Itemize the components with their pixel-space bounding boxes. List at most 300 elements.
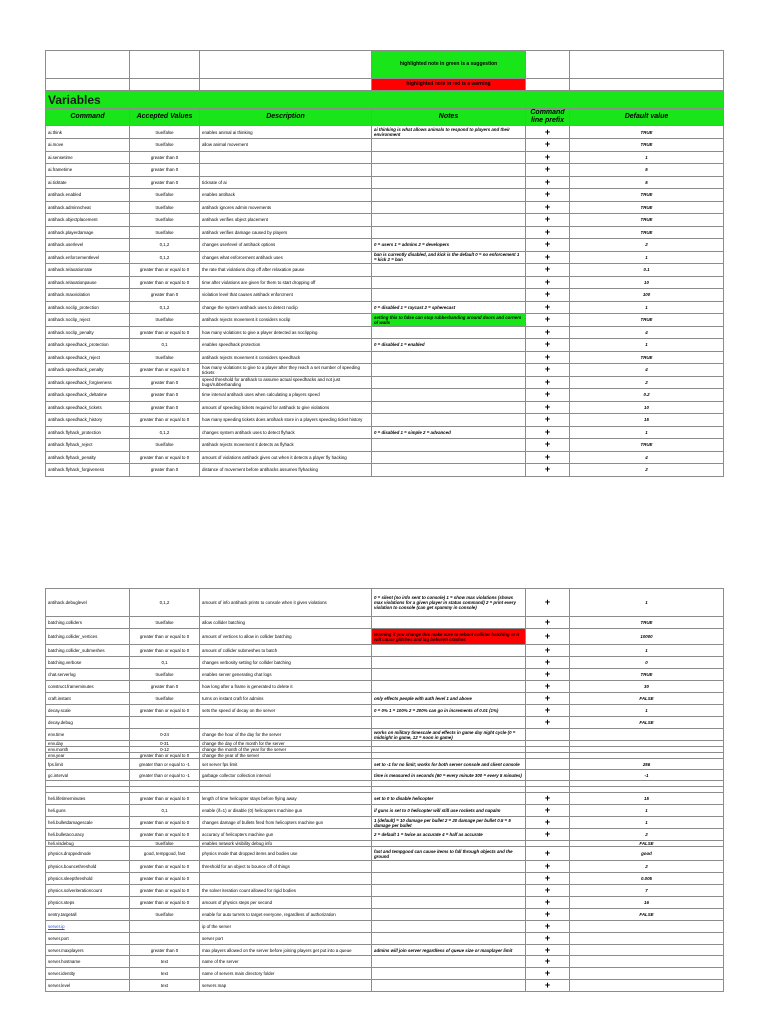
cell-notes — [372, 669, 526, 681]
cell-description: antihack verifies object placement — [200, 214, 372, 227]
cell-default: TRUE — [570, 189, 724, 202]
cell-description: change the hour of the day for the server — [200, 729, 372, 741]
cell-notes: 0 = users 1 = admins 2 = developers — [372, 239, 526, 252]
table-row — [46, 226, 724, 239]
legend-row-2 — [46, 79, 724, 91]
cell-notes — [372, 214, 526, 227]
cell-accepted: greater than or equal to 0 — [130, 705, 200, 717]
table-row — [46, 770, 724, 781]
cell-default: FALSE — [570, 717, 724, 729]
cell-accepted: greater than or equal to 0 — [130, 793, 200, 805]
cell-description: the solver iteration count allowed for rigid bodies — [200, 885, 372, 897]
cell-command: physics.steps — [46, 897, 130, 909]
cell-command: antihack.speedhack_protection — [46, 339, 130, 352]
table-row — [46, 693, 724, 705]
cell-description: change the system antihack uses to detect noclip — [200, 301, 372, 314]
cell-default: 0.2 — [570, 389, 724, 402]
cell-description: amount of info antihack prints to console when it gives violations — [200, 589, 372, 617]
cell-accepted: true/false — [130, 693, 200, 705]
cell-notes: works on military timescale and effects in game day night cycle (0 = midnight in game, 12 = noon in game) — [372, 729, 526, 741]
cell-description: set server fps limit — [200, 759, 372, 770]
cell-description: antihack rejects movement it considers noclip — [200, 314, 372, 327]
cell-description: antihack rejects movement it detects as flyhack — [200, 439, 372, 452]
table-row — [46, 464, 724, 477]
cell-default: 10 — [570, 401, 724, 414]
cell-accepted: greater than or equal to 0 — [130, 885, 200, 897]
cell-description: enables speedhack protection — [200, 339, 372, 352]
cell-notes — [372, 717, 526, 729]
cell-description: changes system antihack uses to detect flyhack — [200, 426, 372, 439]
cell-command: ai.frametime — [46, 164, 130, 177]
cell-notes: if guns is set to 0 helicopter will still use rockets and napalm — [372, 805, 526, 817]
cell-prefix: + — [526, 669, 570, 681]
cell-prefix: + — [526, 464, 570, 477]
cell-accepted: greater than 0 — [130, 151, 200, 164]
cell-prefix: + — [526, 389, 570, 402]
cell-command: physics.bouncethreshold — [46, 861, 130, 873]
cell-description: change the year of the server — [200, 753, 372, 759]
cell-prefix: + — [526, 151, 570, 164]
cell-notes — [372, 164, 526, 177]
cell-description: amount of physics steps per second — [200, 897, 372, 909]
cell-accepted: greater than 0 — [130, 945, 200, 956]
cell-accepted: greater than 0 — [130, 164, 200, 177]
cell-description — [200, 151, 372, 164]
cell-prefix: + — [526, 897, 570, 909]
table-row — [46, 897, 724, 909]
cell-description: allow collider batching — [200, 617, 372, 629]
table-row — [46, 805, 724, 817]
cell-accepted: greater than or equal to 0 — [130, 817, 200, 829]
table-row — [46, 873, 724, 885]
cell-accepted: true/false — [130, 669, 200, 681]
cell-notes — [372, 376, 526, 389]
cell-description: antihack ignores admin movements — [200, 201, 372, 214]
cell-prefix: + — [526, 681, 570, 693]
cell-prefix: + — [526, 861, 570, 873]
table-row — [46, 861, 724, 873]
cell-command: craft.instant — [46, 693, 130, 705]
cell-command: physics.droppedmode — [46, 847, 130, 861]
cell-prefix: + — [526, 414, 570, 427]
table-row — [46, 439, 724, 452]
cell-prefix: + — [526, 909, 570, 921]
cell-notes: only effects people with auth level 1 and above — [372, 693, 526, 705]
table-row — [46, 251, 724, 264]
cell-accepted: text — [130, 968, 200, 980]
cell-accepted: greater than 0 — [130, 401, 200, 414]
cell-notes — [372, 326, 526, 339]
cell-notes — [372, 956, 526, 968]
table-row — [46, 817, 724, 829]
cell-description: change the month of the year for the server — [200, 747, 372, 753]
table-row — [46, 214, 724, 227]
cell-default — [570, 921, 724, 933]
cell-prefix: + — [526, 401, 570, 414]
cell-notes: setting this to false can stop rubberbanding around doors and corners of walls — [372, 314, 526, 327]
cell-accepted: 0,1 — [130, 805, 200, 817]
table-row — [46, 401, 724, 414]
cell-description: sets the speed of decay on the server — [200, 705, 372, 717]
cell-prefix: + — [526, 805, 570, 817]
cell-accepted: greater than or equal to 0 — [130, 414, 200, 427]
table-row — [46, 426, 724, 439]
table-row — [46, 793, 724, 805]
cell-accepted: greater than 0 — [130, 376, 200, 389]
cell-accepted: greater than or equal to 0 — [130, 829, 200, 841]
cell-accepted: true/false — [130, 909, 200, 921]
cell-prefix: + — [526, 139, 570, 152]
cell-prefix: + — [526, 885, 570, 897]
cell-prefix: + — [526, 829, 570, 841]
cell-accepted: true/false — [130, 126, 200, 139]
cell-description — [200, 873, 372, 885]
cell-default: 1 — [570, 151, 724, 164]
cell-default: 1 — [570, 705, 724, 717]
cell-prefix: + — [526, 251, 570, 264]
cell-default: 0 — [570, 657, 724, 669]
cell-default: 100 — [570, 289, 724, 302]
cell-command: antihack.flyhack_protection — [46, 426, 130, 439]
cell-command: antihack.speedhack_tickets — [46, 401, 130, 414]
cell-prefix: + — [526, 214, 570, 227]
cell-description — [200, 164, 372, 177]
table-row — [46, 759, 724, 770]
section-title: Variables — [46, 91, 724, 109]
cell-default: TRUE — [570, 226, 724, 239]
cell-description: changes damage of bullets fired from helicopters machine gun — [200, 817, 372, 829]
cell-accepted: true/false — [130, 201, 200, 214]
cell-accepted: true/false — [130, 841, 200, 847]
cell-command: server.level — [46, 980, 130, 992]
cell-notes — [372, 414, 526, 427]
cell-accepted: true/false — [130, 617, 200, 629]
cell-accepted — [130, 921, 200, 933]
cell-command: heli.visdebug — [46, 841, 130, 847]
cell-default: TRUE — [570, 617, 724, 629]
cell-notes — [372, 389, 526, 402]
cell-accepted: 0-31 — [130, 741, 200, 747]
table-row — [46, 968, 724, 980]
cell-command: antihack.speedhack_reject — [46, 351, 130, 364]
cell-description: speed threshold for antihack to assume actual speedhacks and not just bugs/rubberbanding — [200, 376, 372, 389]
cell-accepted: greater than or equal to 0 — [130, 264, 200, 277]
top-sheet — [45, 50, 724, 477]
cell-prefix: + — [526, 705, 570, 717]
cell-notes: admins will join server regardless of queue size or maxplayer limit — [372, 945, 526, 956]
cell-command: heli.lifetimeminutes — [46, 793, 130, 805]
cell-notes — [372, 885, 526, 897]
cell-description: name of the server — [200, 956, 372, 968]
cell-command: batching.colliders — [46, 617, 130, 629]
cell-notes — [372, 226, 526, 239]
cell-default: TRUE — [570, 314, 724, 327]
cell-notes — [372, 980, 526, 992]
cell-prefix: + — [526, 921, 570, 933]
table-row — [46, 139, 724, 152]
cell-description: changes what enforcement antihack uses — [200, 251, 372, 264]
cell-accepted: text — [130, 956, 200, 968]
cell-accepted: true/false — [130, 226, 200, 239]
cell-command: fps.limit — [46, 759, 130, 770]
cell-description — [200, 717, 372, 729]
cell-description: changes verbosity setting for collider batching — [200, 657, 372, 669]
table-row — [46, 885, 724, 897]
cell-command: batching.collider_vertices — [46, 629, 130, 645]
cell-description: amount of collider submeshes to batch — [200, 645, 372, 657]
cell-command: env.time — [46, 729, 130, 741]
cell-default: 5 — [570, 176, 724, 189]
cell-default: 4 — [570, 364, 724, 377]
cell-default: good — [570, 847, 724, 861]
cell-prefix: + — [526, 364, 570, 377]
cell-accepted: good, tempgood, fast — [130, 847, 200, 861]
cell-prefix — [526, 729, 570, 741]
cell-accepted: greater than or equal to 0 — [130, 364, 200, 377]
cell-accepted: greater than or equal to 0 — [130, 276, 200, 289]
table-row — [46, 729, 724, 741]
cell-command: heli.bulletaccuracy — [46, 829, 130, 841]
cell-notes: 0 = 0% 1 = 100% 2 = 200% can go in increments of 0.01 (1%) — [372, 705, 526, 717]
table-row — [46, 980, 724, 992]
cell-notes: set to -1 for no limit; works for both server console and client console — [372, 759, 526, 770]
cell-command: ai.sensetime — [46, 151, 130, 164]
cell-command[interactable]: server.ip — [46, 921, 130, 933]
cell-command: antihack.noclip_reject — [46, 314, 130, 327]
cell-accepted: true/false — [130, 189, 200, 202]
cell-command: ai.ticktate — [46, 176, 130, 189]
cell-description: physics mode that dropped items and bodies use — [200, 847, 372, 861]
cell-description: length of time helicopter stays before flying away — [200, 793, 372, 805]
cell-default — [570, 980, 724, 992]
cell-description: max players allowed on the server before joining players get put into a queue — [200, 945, 372, 956]
cell-notes: Warning if you change this make sure to reboot collider batching or it will cause glitches and lag between crashes — [372, 629, 526, 645]
cell-prefix: + — [526, 239, 570, 252]
cell-default: 1 — [570, 426, 724, 439]
cell-description: servers map — [200, 980, 372, 992]
cell-notes — [372, 151, 526, 164]
cell-prefix: + — [526, 693, 570, 705]
cell-notes — [372, 617, 526, 629]
cell-command: decay.debug — [46, 717, 130, 729]
cell-command: physics.sleepthreshold — [46, 873, 130, 885]
cell-accepted: greater than 0 — [130, 681, 200, 693]
cell-command: server.maxplayers — [46, 945, 130, 956]
cell-notes: 0 = disabled 1 = raycast 2 = spherecast — [372, 301, 526, 314]
cell-default: 15 — [570, 793, 724, 805]
cell-command: heli.bulletdamagescale — [46, 817, 130, 829]
cell-prefix: + — [526, 873, 570, 885]
cell-description: time interval antihack uses when calculating a players speed — [200, 389, 372, 402]
table-row — [46, 617, 724, 629]
cell-notes — [372, 909, 526, 921]
cell-command: gc.interval — [46, 770, 130, 781]
table-row — [46, 589, 724, 617]
cell-prefix: + — [526, 326, 570, 339]
cell-description: enable for auto turrets to target everyone, regardless of authorization — [200, 909, 372, 921]
cell-prefix: + — [526, 645, 570, 657]
cell-command: server.port — [46, 933, 130, 945]
cell-prefix: + — [526, 847, 570, 861]
cell-accepted: 0,1,2 — [130, 589, 200, 617]
cell-accepted: greater than 0 — [130, 464, 200, 477]
cell-description: the rate that violations drop off after relaxation pause — [200, 264, 372, 277]
cell-command: antihack.speedhack_penalty — [46, 364, 130, 377]
cell-description: garbage collector collection interval — [200, 770, 372, 781]
cell-accepted: greater than or equal to 0 — [130, 873, 200, 885]
cell-description: ip of the server — [200, 921, 372, 933]
cell-notes — [372, 933, 526, 945]
cell-accepted: 0,1 — [130, 339, 200, 352]
cell-description: enable (if=1) or disable (0) helicopters machine gun — [200, 805, 372, 817]
cell-description: name of servers main directory folder — [200, 968, 372, 980]
cell-prefix: + — [526, 439, 570, 452]
cell-prefix: + — [526, 376, 570, 389]
cell-default: 256 — [570, 759, 724, 770]
cell-accepted — [130, 933, 200, 945]
cell-description: time after violations are given for them to start dropping off — [200, 276, 372, 289]
col-default: Default value — [570, 109, 724, 126]
cell-command: antihack.maxviolation — [46, 289, 130, 302]
cell-accepted — [130, 717, 200, 729]
cell-default: 4 — [570, 326, 724, 339]
cell-default: 1 — [570, 817, 724, 829]
cell-accepted: greater than or equal to 0 — [130, 629, 200, 645]
cell-default: 30 — [570, 681, 724, 693]
green-legend: highlighted note in green is a suggestion — [372, 51, 526, 79]
cell-notes: 2 = default 1 = twice as accurate 4 = half as accurate — [372, 829, 526, 841]
cell-prefix: + — [526, 968, 570, 980]
cell-default: 2 — [570, 829, 724, 841]
cell-accepted: greater than or equal to -1 — [130, 770, 200, 781]
cell-default: -1 — [570, 770, 724, 781]
cell-description: enables server generating chat logs — [200, 669, 372, 681]
cell-default: 2 — [570, 861, 724, 873]
cell-prefix: + — [526, 189, 570, 202]
cell-prefix: + — [526, 339, 570, 352]
cell-description: changes userlevel of antihack options — [200, 239, 372, 252]
cell-default — [570, 729, 724, 741]
cell-default: 0.005 — [570, 873, 724, 885]
cell-notes — [372, 873, 526, 885]
cell-prefix: + — [526, 351, 570, 364]
cell-description: distance of movement before antihacks assumes flyhacking — [200, 464, 372, 477]
cell-command: antihack.enforcementlevel — [46, 251, 130, 264]
table-row — [46, 921, 724, 933]
cell-prefix: + — [526, 717, 570, 729]
cell-command: batching.collider_submeshes — [46, 645, 130, 657]
cell-accepted: true/false — [130, 439, 200, 452]
cell-prefix: + — [526, 933, 570, 945]
cell-default: FALSE — [570, 909, 724, 921]
cell-prefix: + — [526, 126, 570, 139]
cell-command: server.hostname — [46, 956, 130, 968]
cell-accepted: true/false — [130, 351, 200, 364]
cell-description: enables animal ai thinking — [200, 126, 372, 139]
cell-notes — [372, 464, 526, 477]
col-accepted: Accepted Values — [130, 109, 200, 126]
cell-prefix: + — [526, 617, 570, 629]
table-row — [46, 847, 724, 861]
col-description: Description — [200, 109, 372, 126]
table-row — [46, 645, 724, 657]
cell-command: physics.solveriterationcount — [46, 885, 130, 897]
cell-prefix: + — [526, 793, 570, 805]
cell-accepted: greater than or equal to 0 — [130, 645, 200, 657]
cell-command: antihack.speedhack_history — [46, 414, 130, 427]
cell-notes: 0 = disabled 1 = simple 2 = advanced — [372, 426, 526, 439]
cell-notes — [372, 201, 526, 214]
cell-description: turns on instant craft for admins — [200, 693, 372, 705]
table-row — [46, 164, 724, 177]
legend-row-1 — [46, 51, 724, 79]
cell-prefix: + — [526, 201, 570, 214]
cell-notes — [372, 657, 526, 669]
table-row — [46, 909, 724, 921]
table-row — [46, 264, 724, 277]
cell-command: antihack.relaxationpause — [46, 276, 130, 289]
cell-default: TRUE — [570, 214, 724, 227]
section-title-row — [46, 91, 724, 109]
cell-command: ai.think — [46, 126, 130, 139]
cell-default — [570, 945, 724, 956]
table-row — [46, 339, 724, 352]
cell-notes: 0 = disabled 1 = enabled — [372, 339, 526, 352]
bottom-sheet — [45, 588, 724, 992]
cell-prefix — [526, 770, 570, 781]
table-row — [46, 314, 724, 327]
cell-default: 1 — [570, 301, 724, 314]
cell-default: FALSE — [570, 841, 724, 847]
cell-command: antihack.noclip_penalty — [46, 326, 130, 339]
cell-prefix: + — [526, 657, 570, 669]
cell-command: antihack.speedhack_deltatime — [46, 389, 130, 402]
cell-default: 2 — [570, 464, 724, 477]
cell-default: 1 — [570, 339, 724, 352]
cell-command: antihack.debuglevel — [46, 589, 130, 617]
table-row — [46, 389, 724, 402]
cell-accepted: 0-12 — [130, 747, 200, 753]
cell-prefix: + — [526, 980, 570, 992]
cell-command: antihack.speedhack_forgiveness — [46, 376, 130, 389]
table-row — [46, 629, 724, 645]
table-row — [46, 364, 724, 377]
cell-accepted: text — [130, 980, 200, 992]
cell-prefix: + — [526, 226, 570, 239]
header-row — [46, 109, 724, 126]
cell-notes: 0 = silent (no info sent to console) 1 = show max violations (shows max violations for a given player in status command) 2 = print every violation to console (can get spammy in console) — [372, 589, 526, 617]
cell-command: ai.move — [46, 139, 130, 152]
cell-prefix: + — [526, 451, 570, 464]
cell-description: amount of speeding tickets required for antihack to give violations — [200, 401, 372, 414]
cell-command: antihack.flyhack_penalty — [46, 451, 130, 464]
cell-description: antihack rejects movement it considers speedhack — [200, 351, 372, 364]
cell-default: 15 — [570, 414, 724, 427]
cell-accepted: true/false — [130, 214, 200, 227]
cell-accepted: true/false — [130, 139, 200, 152]
cell-default: 10000 — [570, 629, 724, 645]
cell-prefix: + — [526, 945, 570, 956]
cell-description: threshold for an object to bounce off of things — [200, 861, 372, 873]
table-row — [46, 681, 724, 693]
cell-default: 4 — [570, 451, 724, 464]
cell-prefix: + — [526, 817, 570, 829]
cell-notes — [372, 861, 526, 873]
table-row — [46, 956, 724, 968]
cell-notes — [372, 139, 526, 152]
table-row — [46, 201, 724, 214]
cell-command: env.day — [46, 741, 130, 747]
